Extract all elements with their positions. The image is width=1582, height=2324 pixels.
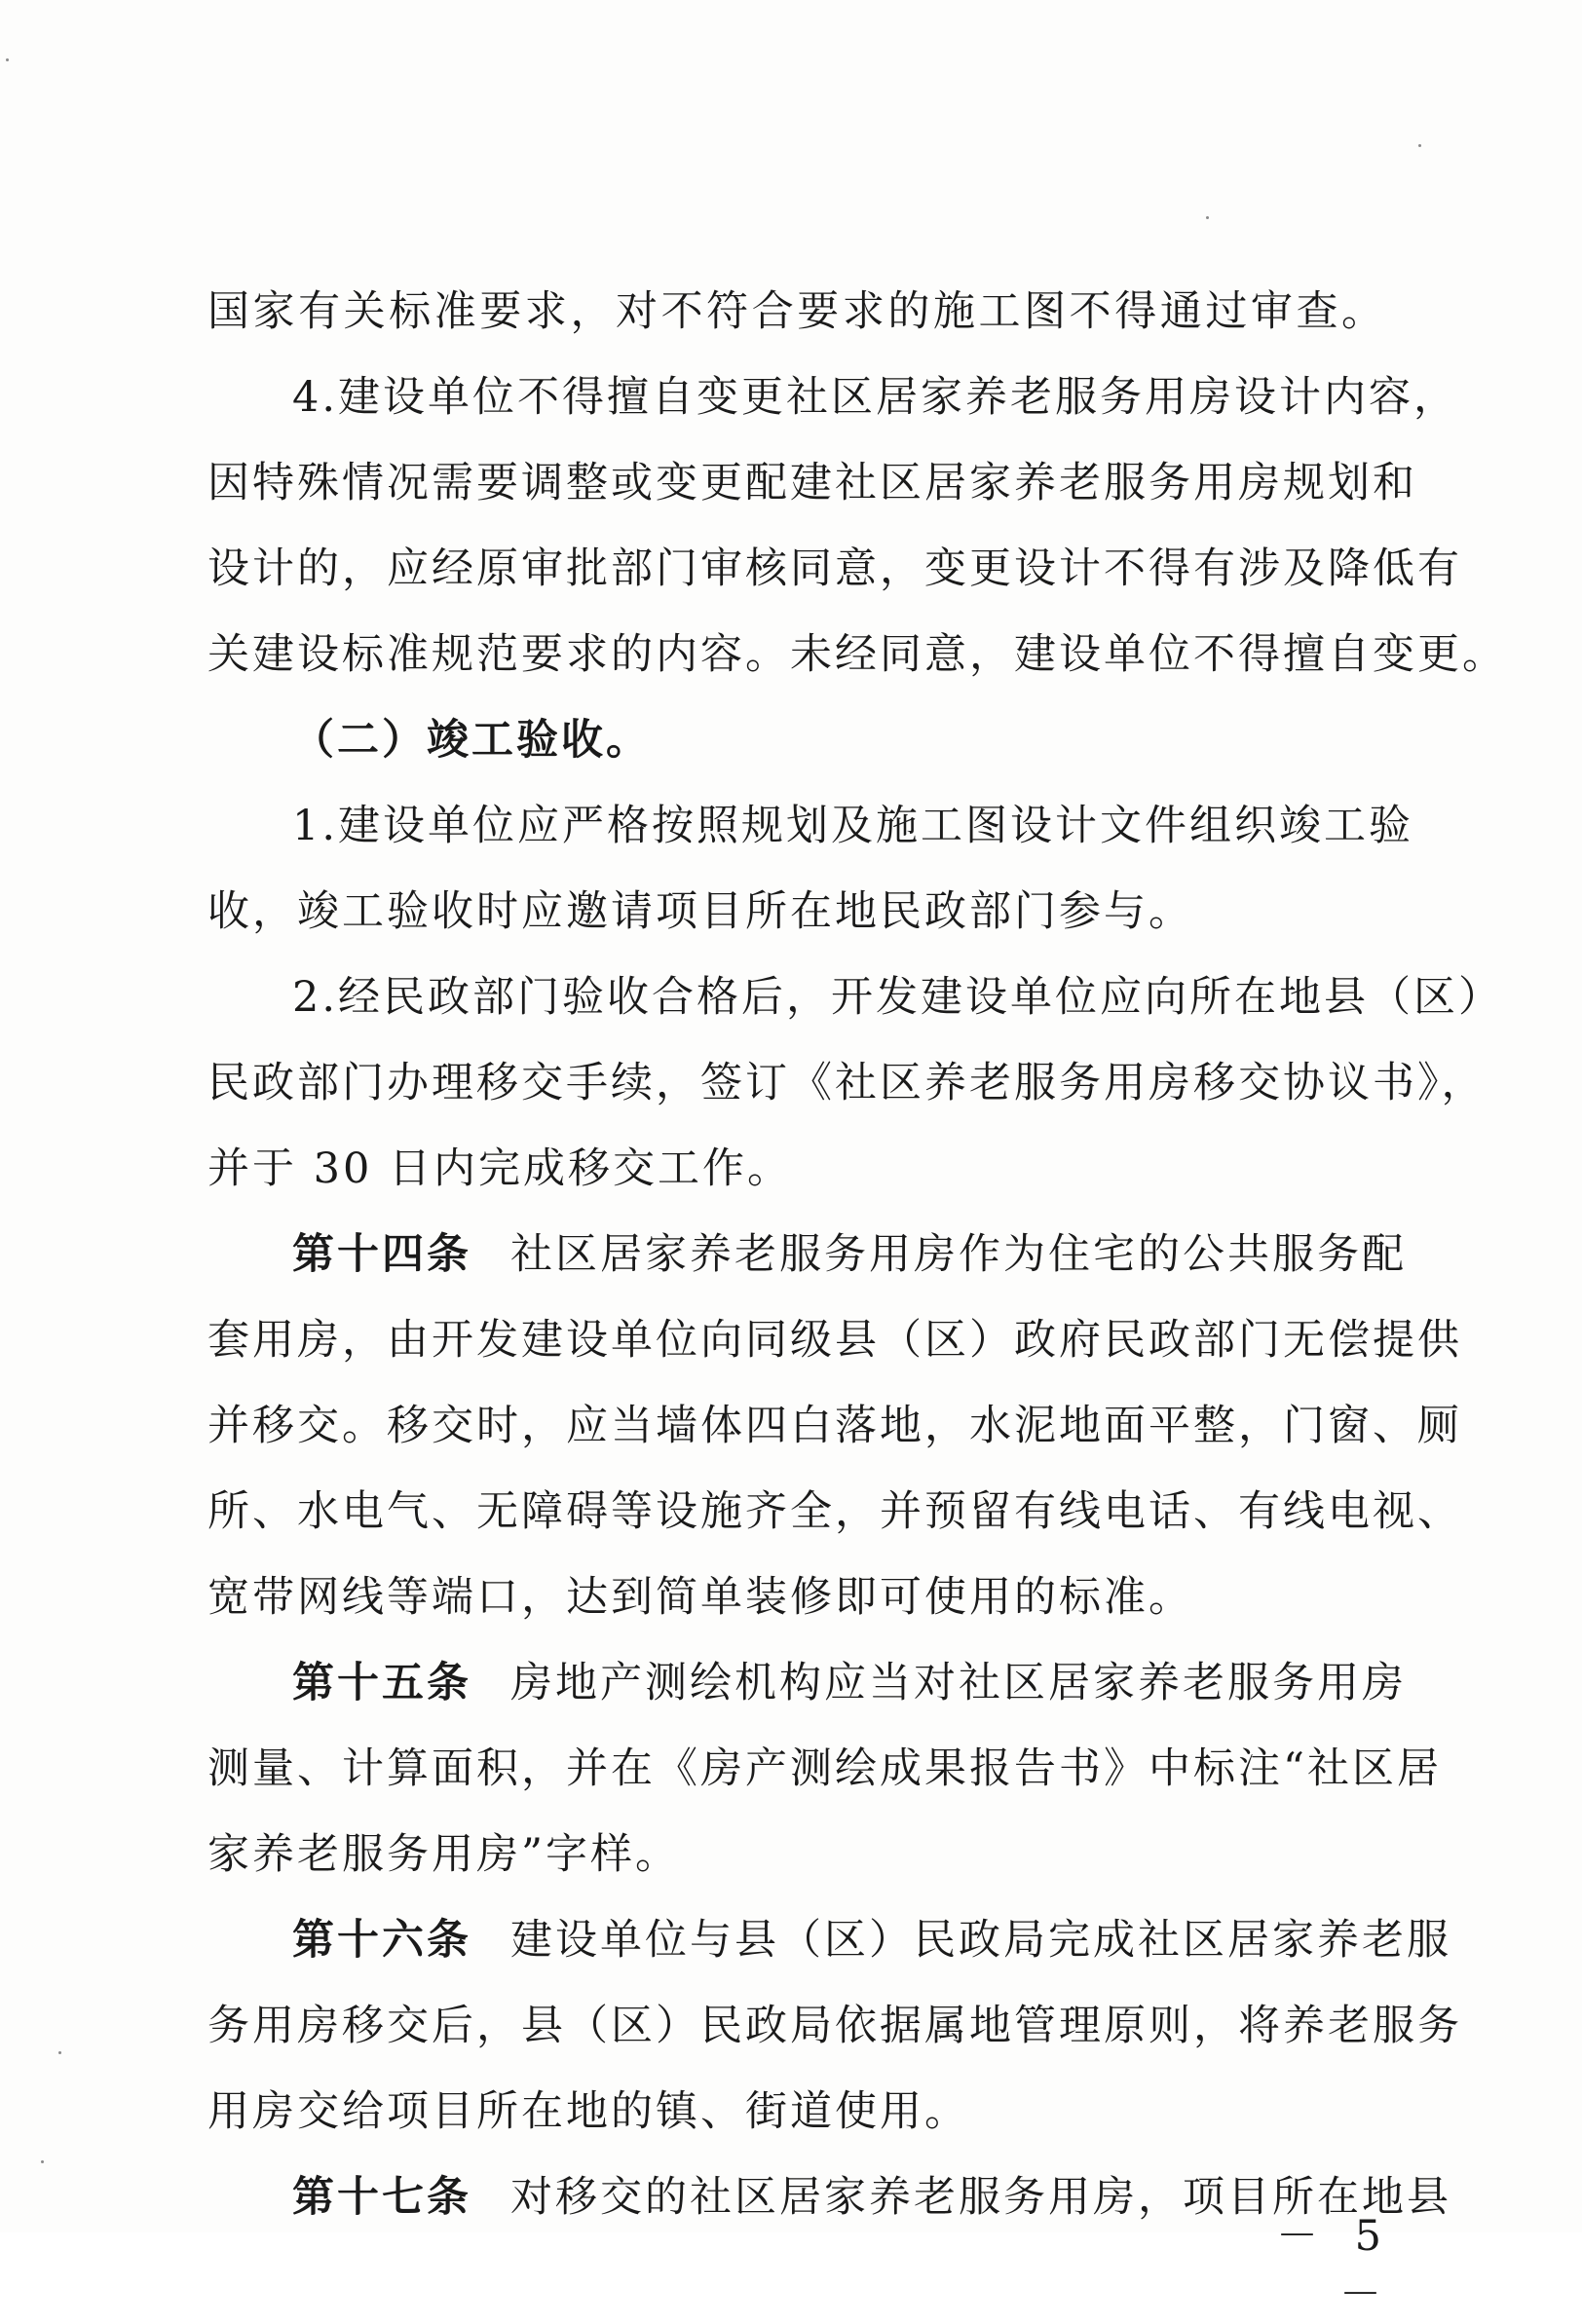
text-line: 套用房，由开发建设单位向同级县（区）政府民政部门无偿提供 — [207, 1316, 1462, 1365]
scan-speck — [58, 2051, 61, 2054]
article-14-line — [292, 1225, 1407, 1284]
article-number: 第十六条 — [292, 1916, 471, 1965]
text-span: 建设单位与县（区）民政局完成社区居家养老服 — [510, 1916, 1451, 1965]
scan-speck — [1206, 216, 1209, 219]
text-line: 民政部门办理移交手续，签订《社区养老服务用房移交协议书》， — [207, 1059, 1487, 1107]
text-line: 设计的，应经原审批部门审核同意，变更设计不得有涉及降低有 — [207, 544, 1462, 593]
text-line: 国家有关标准要求，对不符合要求的施工图不得通过审查。 — [207, 287, 1386, 336]
text-line: 关建设标准规范要求的内容。未经同意，建设单位不得擅自变更。 — [207, 630, 1507, 679]
text-span: 社区居家养老服务用房作为住宅的公共服务配 — [510, 1230, 1407, 1279]
text-line: 所、水电气、无障碍等设施齐全，并预留有线电话、有线电视、 — [207, 1487, 1462, 1536]
text-line: 2.经民政部门验收合格后，开发建设单位应向所在地县（区） — [292, 973, 1504, 1022]
text-span: 对移交的社区居家养老服务用房，项目所在地县 — [510, 2173, 1451, 2222]
article-number: 第十五条 — [292, 1659, 471, 1707]
article-number: 第十七条 — [292, 2173, 471, 2222]
text-line: 4.建设单位不得擅自变更社区居家养老服务用房设计内容， — [292, 373, 1459, 422]
text-line: 测量、计算面积，并在《房产测绘成果报告书》中标注“社区居 — [207, 1744, 1442, 1793]
text-line: 家养老服务用房”字样。 — [207, 1830, 680, 1879]
text-line: 务用房移交后，县（区）民政局依据属地管理原则，将养老服务 — [207, 2002, 1462, 2050]
article-16-line — [292, 1911, 1451, 1969]
text-line: 并于 30 日内完成移交工作。 — [207, 1144, 793, 1193]
text-line: 收，竣工验收时应邀请项目所在地民政部门参与。 — [207, 887, 1193, 936]
text-line: 并移交。移交时，应当墙体四白落地，水泥地面平整，门窗、厕 — [207, 1402, 1462, 1450]
text-span: 房地产测绘机构应当对社区居家养老服务用房 — [510, 1659, 1407, 1707]
scan-speck — [41, 2160, 44, 2163]
text-line: 宽带网线等端口，达到简单装修即可使用的标准。 — [207, 1573, 1193, 1622]
scan-speck — [1418, 144, 1421, 147]
text-line: 1.建设单位应严格按照规划及施工图设计文件组织竣工验 — [292, 802, 1414, 850]
scan-speck — [6, 58, 9, 61]
article-17-line — [292, 2168, 1451, 2227]
text-line: 因特殊情况需要调整或变更配建社区居家养老服务用房规划和 — [207, 459, 1417, 507]
article-number: 第十四条 — [292, 1230, 471, 1279]
text-line: 用房交给项目所在地的镇、街道使用。 — [207, 2087, 969, 2136]
page-number: － 5 － — [1275, 2212, 1393, 2319]
section-heading: （二）竣工验收。 — [292, 716, 651, 765]
article-15-line — [292, 1654, 1407, 1712]
